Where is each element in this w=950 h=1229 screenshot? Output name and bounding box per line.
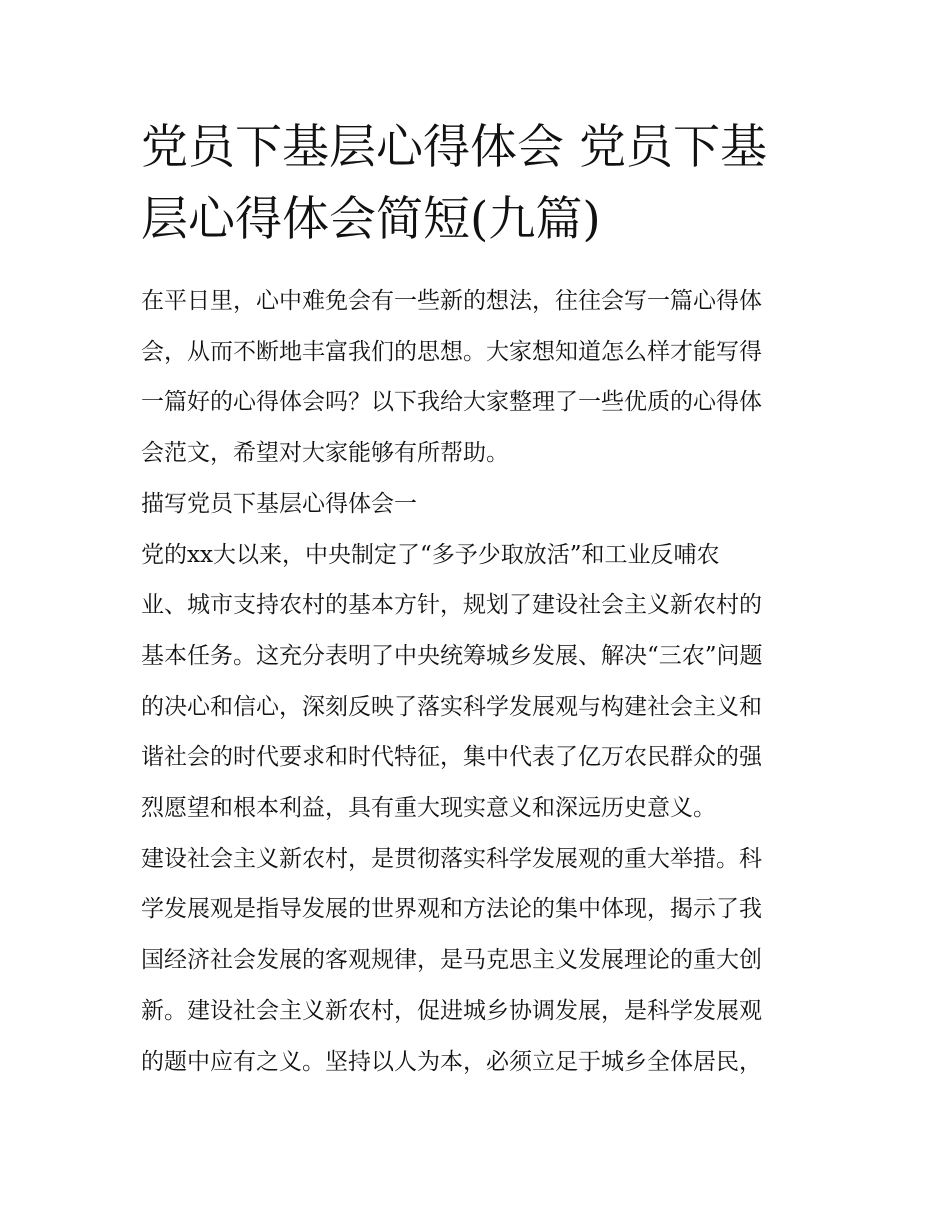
title-line: 层心得体会简短(九篇) [141,192,601,247]
body-paragraph [141,834,813,1088]
text-line: 会，从而不断地丰富我们的思想。大家想知道怎么样才能写得 [141,338,762,365]
text-line: 的决心和信心，深刻反映了落实科学发展观与构建社会主义和 [141,693,762,720]
text-line: 烈愿望和根本利益，具有重大现实意义和深远历史意义。 [141,795,716,822]
intro-paragraph [141,276,813,479]
text-line: 学发展观是指导发展的世界观和方法论的集中体现，揭示了我 [141,896,762,923]
text-line: 业、城市支持农村的基本方针，规划了建设社会主义新农村的 [141,592,762,619]
text-line: 会范文，希望对大家能够有所帮助。 [141,440,509,467]
text-line: 新。建设社会主义新农村，促进城乡协调发展，是科学发展观 [141,997,762,1024]
text-line: 谐社会的时代要求和时代特征，集中代表了亿万农民群众的强 [141,744,762,771]
text-line: 描写党员下基层心得体会一 [141,490,417,517]
text-line: 国经济社会发展的客观规律，是马克思主义发展理论的重大创 [141,947,762,974]
section-heading [141,479,813,530]
text-line: 党的xx大以来，中央制定了“多予少取放活”和工业反哺农 [141,541,720,568]
body-paragraph [141,530,813,834]
text-line: 在平日里，心中难免会有一些新的想法，往往会写一篇心得体 [141,288,762,314]
text-line: 的题中应有之义。坚持以人为本，必须立足于城乡全体居民， [141,1048,762,1075]
text-line: 建设社会主义新农村，是贯彻落实科学发展观的重大举措。科 [141,845,762,872]
text-line: 基本任务。这充分表明了中央统筹城乡发展、解决“三农”问题 [141,642,763,669]
title-line: 党员下基层心得体会 党员下基 [141,120,767,175]
document-body [141,276,813,1087]
text-line: 一篇好的心得体会吗？以下我给大家整理了一些优质的心得体 [141,389,762,416]
document-content [141,112,813,1087]
document-title [141,112,813,256]
